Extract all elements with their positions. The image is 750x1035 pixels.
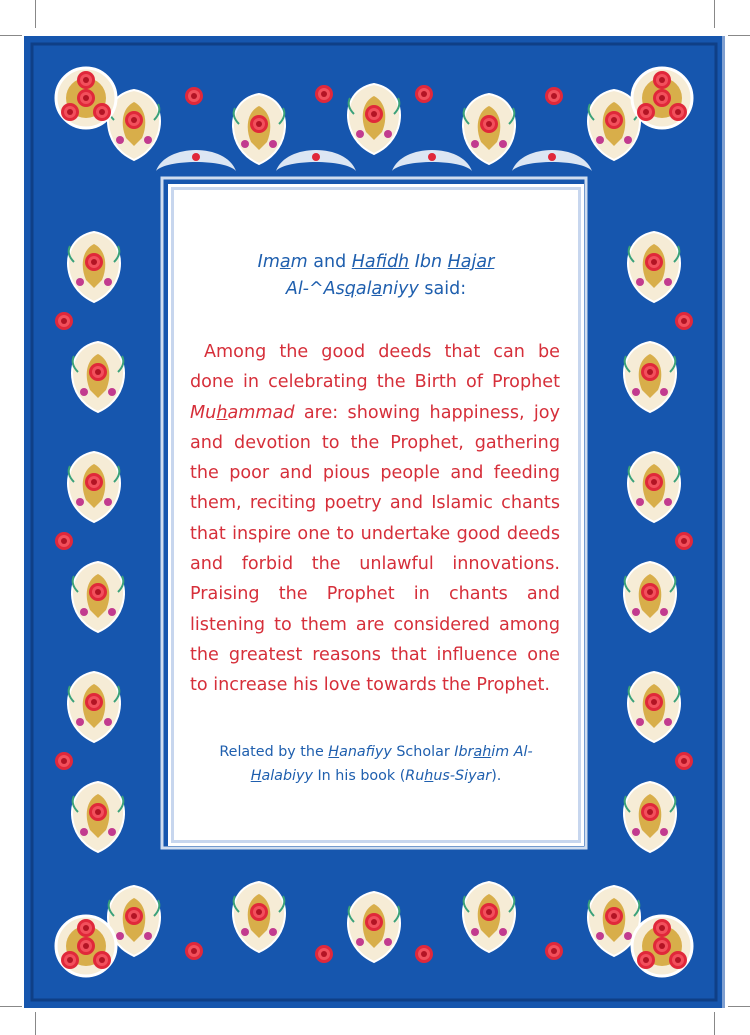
attribution-text: Ibr	[454, 744, 474, 760]
attribution-text: anafiyy	[339, 744, 392, 760]
heading-text: a	[371, 279, 383, 299]
crop-mark	[728, 1006, 750, 1007]
attribution-text: alabiyy	[261, 768, 313, 784]
heading-text: a	[279, 252, 291, 272]
attribution-text: Related by the	[219, 744, 329, 760]
body-text: Mu	[190, 402, 217, 423]
attribution-text: us-Siyar	[433, 768, 492, 784]
heading-text: and	[307, 252, 352, 272]
heading-text: q	[344, 279, 356, 299]
attribution-text: ah	[473, 744, 492, 760]
attribution-text: im Al-	[491, 744, 533, 760]
heading-text: niyy	[382, 279, 419, 299]
crop-mark	[714, 0, 715, 28]
heading-text: Hafidh	[351, 252, 410, 272]
body-text: h	[216, 402, 228, 423]
attribution-text: In his book (	[312, 768, 406, 784]
crop-mark	[714, 1012, 715, 1035]
heading-text: Ibn	[409, 252, 448, 272]
body-paragraph	[190, 337, 560, 701]
heading-text: Hajar	[447, 252, 495, 272]
text-panel	[174, 190, 578, 840]
heading-text: m	[290, 252, 308, 272]
heading-line-1	[174, 249, 578, 276]
heading-text: Im	[257, 252, 280, 272]
crop-mark	[0, 35, 22, 36]
heading-text: al	[355, 279, 372, 299]
crop-mark	[35, 0, 36, 28]
body-text: are: showing happiness, joy and devotion to the Prophet, gathering the poor and pious people and feeding them, reciting poetry and Islamic chants that inspire one to undertake good deeds and forbid the unlawful innovations. Praising the Prophet in chants and listening to them are considered among the greatest reasons that influence one to increase his love towards the Prophet.	[190, 402, 560, 696]
crop-mark	[0, 1006, 22, 1007]
crop-mark	[728, 35, 750, 36]
attribution-text: H	[250, 768, 262, 784]
body-text: ammad	[227, 402, 295, 423]
heading-line-2	[174, 276, 578, 303]
attribution-text: h	[424, 768, 434, 784]
heading-text: Al-^As	[285, 279, 345, 299]
attribution-text: Ru	[405, 768, 425, 784]
heading-text: said:	[418, 279, 467, 299]
heading	[174, 249, 578, 303]
attribution	[194, 740, 558, 788]
attribution-text: Scholar	[391, 744, 455, 760]
attribution-text: H	[328, 744, 340, 760]
body-text: Among the good deeds that can be done in celebrating the Birth of Prophet	[190, 342, 560, 393]
crop-mark	[35, 1012, 36, 1035]
attribution-text: ).	[491, 768, 502, 784]
